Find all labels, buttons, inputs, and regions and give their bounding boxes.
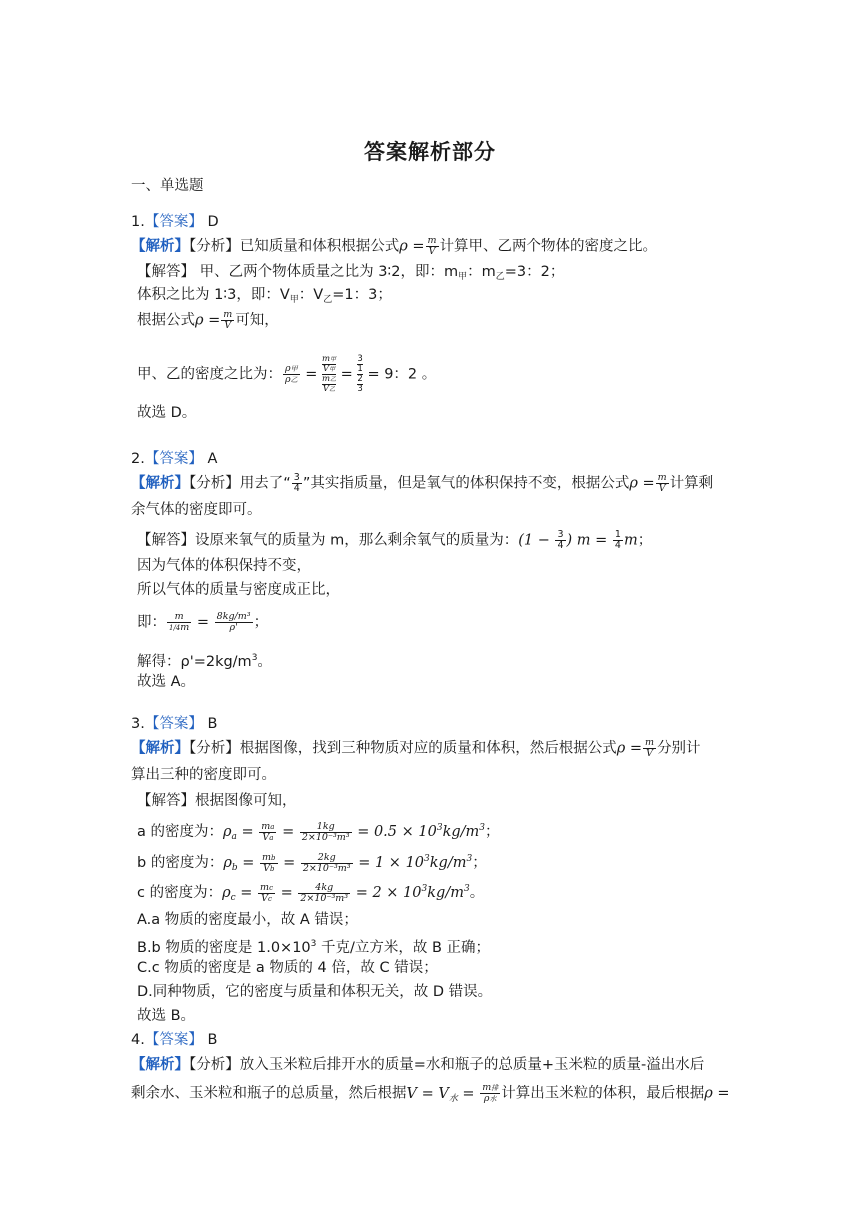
jieda-tag: 【解答】	[137, 264, 195, 280]
q1-mid2: ：V	[298, 287, 324, 303]
q3-density-a: a 的密度为：$\rho_a$ = $\frac{ma}{Va}$ = $\frac{1kg}{\text{2×10⁻³m³}}$ = $0.5 \times 10^3kg/m^3$；	[137, 820, 500, 843]
q3-la: a 的密度为：	[137, 824, 223, 840]
q3-optb-a: B.b 物质的密度是 1.0×10	[137, 940, 311, 956]
page-title: 答案解析部分	[364, 140, 496, 164]
q1-mid1: ：m	[467, 264, 496, 280]
q4-fenxi-b: 剩余水、玉米粒和瓶子的总质量，然后根据	[131, 1085, 407, 1102]
q2-l4-b: ；	[253, 614, 269, 631]
q1-solution-line3: 根据公式ρ = $\frac{m}{V}$ 可知，	[137, 309, 279, 331]
q2-answer-line	[131, 449, 217, 469]
jieda-tag: 【解答】	[137, 793, 195, 809]
q2-fenxi-b: ”其实指质量，但是氧气的体积保持不变，根据公式	[302, 475, 630, 492]
q3-density-b: b 的密度为：$\rho_b$ = $\frac{mb}{Vb}$ = $\frac{2kg}{\text{2×10⁻³m³}}$ = $1 \times 10^3kg/m^3$；	[137, 851, 487, 874]
nested-fraction: m甲 V甲 m乙 V乙	[321, 354, 337, 394]
q1-conclusion: 故选 D。	[137, 405, 197, 421]
q4-fenxi-a: 放入玉米粒后排开水的质量=水和瓶子的总质量+玉米粒的质量-溢出水后	[239, 1057, 705, 1073]
jiexi-tag: 【解析】	[131, 238, 189, 255]
q4-number: 4.	[131, 1032, 145, 1048]
q2-solution-line3: 所以气体的质量与密度成正比，	[137, 582, 340, 598]
q1-solution-line1	[137, 262, 564, 287]
q2-conclusion: 故选 A。	[137, 674, 196, 690]
q3-density-c: c 的密度为：$\rho_c$ = $\frac{mc}{Vc}$ = $\frac{4kg}{\text{2×10⁻³m³}}$ = $2 \times 10^3kg/m^3$。	[137, 881, 485, 904]
q3-conclusion: 故选 B。	[137, 1008, 196, 1024]
q3-optb-sup: 3	[310, 939, 317, 949]
q2-l5-end: 。	[257, 654, 272, 670]
density-ratio-fraction: $\frac{\text{ρ甲}}{\text{ρ乙}}$	[285, 363, 298, 385]
q1-sub3: 甲	[289, 295, 299, 305]
q3-lc-end: 。	[469, 885, 485, 901]
q1-analysis-line: 【解析】【分析】已知质量和体积根据公式ρ = $\frac{m}{V}$ 计算甲、乙两个物体的密度之比。	[131, 235, 658, 257]
q2-solution-line4: 即： $\frac{m}{1/4m}$ = $\frac{\text{8kg/m³}}{\rho'}$ ；	[137, 611, 269, 633]
jiexi-tag: 【解析】	[131, 475, 189, 492]
q1-l3-b: 可知，	[235, 312, 279, 329]
q2-fenxi-a: 用去了“	[239, 475, 291, 492]
jiexi-tag: 【解析】	[131, 740, 189, 757]
answer-tag: 【答案】	[144, 716, 203, 732]
q2-number: 2.	[131, 451, 145, 467]
q1-solution-text2: 体积之比为 1∶3，即：V	[137, 287, 290, 303]
q1-solution-line2	[137, 285, 392, 310]
q2-l4-a: 即：	[137, 614, 166, 631]
q3-l1: 根据图像可知，	[195, 793, 297, 809]
q1-answer: D	[207, 214, 219, 230]
q3-fenxi-b: 分别计	[657, 740, 701, 757]
fenxi-tag: 【分析】	[189, 475, 240, 492]
q4-answer-line	[131, 1030, 217, 1050]
q1-solution-line4: 甲、乙的密度之比为： $\frac{\text{ρ甲}}{\text{ρ乙}}$ = m甲 V甲 m乙 V乙 = 3 1 2 3 = 9：2 。	[137, 354, 437, 394]
q1-end2: =1：3；	[332, 287, 392, 303]
jiexi-tag: 【解析】	[131, 1057, 189, 1073]
q1-sub2: 乙	[495, 272, 505, 282]
fenxi-tag: 【分析】	[189, 740, 240, 757]
q3-lb: b 的密度为：	[137, 855, 224, 871]
q4-analysis-line1	[131, 1055, 704, 1075]
q2-l5-sup: 3	[251, 653, 258, 663]
q3-option-a: A.a 物质的密度最小，故 A 错误；	[137, 912, 358, 928]
q2-l1-b: ；	[637, 532, 653, 549]
q1-fenxi-text-b: 计算甲、乙两个物体的密度之比。	[439, 238, 658, 255]
q3-solution-line1	[137, 791, 297, 811]
q1-sub4: 乙	[323, 295, 333, 305]
q3-option-c: C.c 物质的密度是 a 物质的 4 倍，故 C 错误；	[137, 960, 438, 976]
q1-fenxi-text-a: 已知质量和体积根据公式	[239, 238, 400, 255]
q1-l4-result: = 9：2 。	[367, 366, 437, 383]
q1-l3-a: 根据公式	[137, 312, 195, 329]
fenxi-tag: 【分析】	[189, 1057, 240, 1073]
q3-la-end: ；	[485, 824, 500, 840]
q3-answer: B	[207, 716, 218, 732]
q3-lc: c 的密度为：	[137, 885, 223, 901]
q3-lb-end: ；	[472, 855, 487, 871]
answer-tag: 【答案】	[144, 451, 203, 467]
q3-number: 3.	[131, 716, 145, 732]
q2-l5: 解得：ρ'=2kg/m	[137, 654, 252, 670]
q2-fenxi-c: 计算剩	[669, 475, 714, 492]
q2-l1-a: 设原来氧气的质量为 m，那么剩余氧气的质量为：	[195, 532, 519, 549]
q1-l4-a: 甲、乙的密度之比为：	[137, 366, 282, 383]
numeric-nested-fraction: 3 1 2 3	[357, 354, 363, 394]
q2-answer: A	[207, 451, 218, 467]
q3-optb-b: 千克/立方米，故 B 正确；	[316, 940, 491, 956]
q3-fenxi-a: 根据图像，找到三种物质对应的质量和体积，然后根据公式	[239, 740, 617, 757]
q4-fenxi-c: 计算出玉米粒的体积，最后根据	[501, 1085, 705, 1102]
section-heading: 一、单选题	[131, 178, 204, 194]
q2-solution-line5	[137, 648, 272, 672]
answer-tag: 【答案】	[144, 1032, 203, 1048]
q4-analysis-line2: 剩余水、玉米粒和瓶子的总质量，然后根据$V = V_水$ = $\frac{\text{m排}}{\text{ρ水}}$ 计算出玉米粒的体积，最后根据ρ =	[131, 1082, 730, 1104]
answer-tag: 【答案】	[144, 214, 203, 230]
q1-solution-text1: 甲、乙两个物体质量之比为 3∶2，即：m	[199, 264, 459, 280]
q3-analysis-line2: 算出三种的密度即可。	[131, 767, 276, 783]
q2-solution-line1: 【解答】设原来氧气的质量为 m，那么剩余氧气的质量为：(1 − $\frac{3}{4}$ ) m = $\frac{1}{4}$ m；	[137, 529, 653, 551]
q3-analysis-line1: 【解析】【分析】根据图像，找到三种物质对应的质量和体积，然后根据公式ρ = $\frac{m}{V}$ 分别计	[131, 737, 701, 759]
q3-answer-line	[131, 714, 217, 734]
q2-solution-line2: 因为气体的体积保持不变，	[137, 558, 311, 574]
q4-answer: B	[207, 1032, 218, 1048]
q2-analysis-line2: 余气体的密度即可。	[131, 502, 262, 518]
q1-answer-line	[131, 212, 219, 232]
q1-end1: =3：2；	[504, 264, 565, 280]
fenxi-tag: 【分析】	[189, 238, 240, 255]
q2-analysis-line1: 【解析】【分析】用去了“ $\frac{3}{4}$ ”其实指质量，但是氧气的体积保持不变，根据公式ρ = $\frac{m}{V}$ 计算剩	[131, 472, 714, 494]
q3-option-b	[137, 934, 490, 958]
jieda-tag: 【解答】	[137, 532, 195, 549]
q3-option-d: D.同种物质，它的密度与质量和体积无关，故 D 错误。	[137, 984, 493, 1000]
q1-number: 1.	[131, 214, 145, 230]
q1-sub1: 甲	[458, 272, 468, 282]
